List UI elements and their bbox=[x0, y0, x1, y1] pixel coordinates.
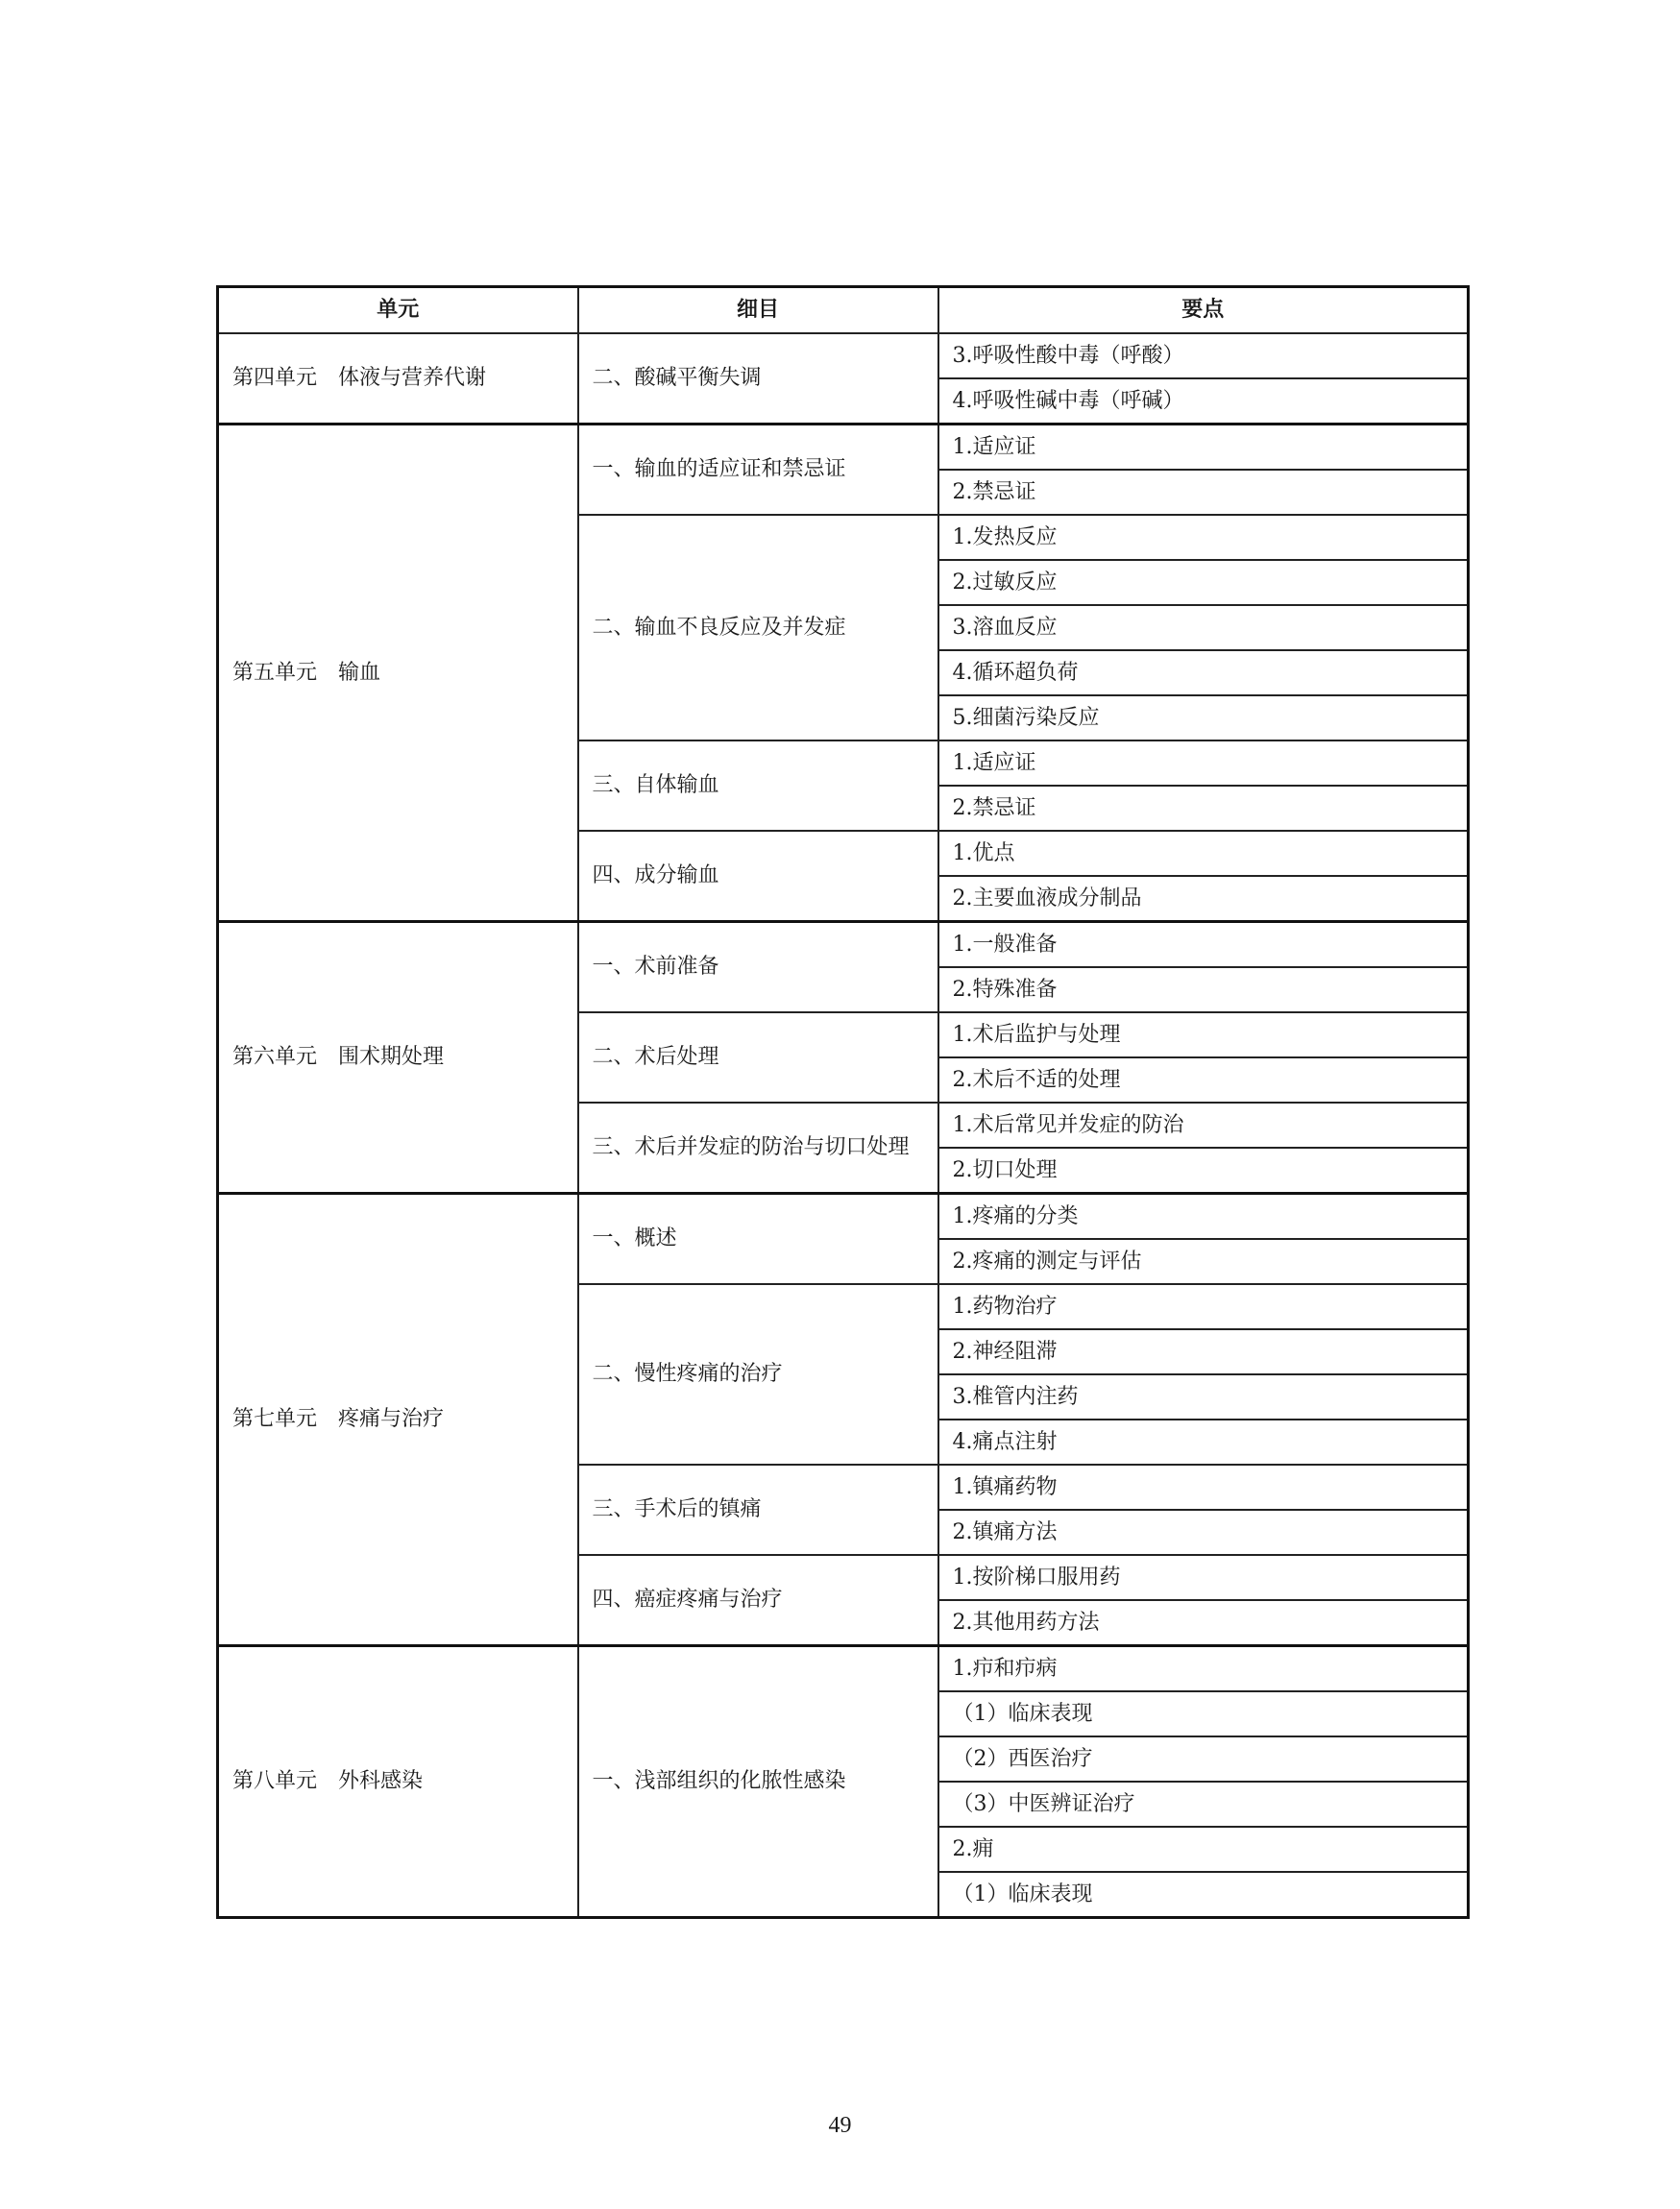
point-cell: 2.疼痛的测定与评估 bbox=[938, 1239, 1469, 1284]
point-cell: 2.特殊准备 bbox=[938, 967, 1469, 1012]
point-cell: 4.痛点注射 bbox=[938, 1420, 1469, 1465]
item-cell: 二、术后处理 bbox=[578, 1012, 938, 1103]
point-cell: 2.过敏反应 bbox=[938, 560, 1469, 605]
point-cell: 1.按阶梯口服用药 bbox=[938, 1555, 1469, 1600]
item-cell: 三、术后并发症的防治与切口处理 bbox=[578, 1103, 938, 1194]
point-cell: 1.适应证 bbox=[938, 425, 1469, 471]
point-cell: 2.其他用药方法 bbox=[938, 1600, 1469, 1646]
point-cell: 2.痈 bbox=[938, 1827, 1469, 1872]
point-cell: 1.药物治疗 bbox=[938, 1284, 1469, 1329]
point-cell: 1.优点 bbox=[938, 831, 1469, 876]
item-cell: 三、手术后的镇痛 bbox=[578, 1465, 938, 1555]
point-cell: 2.术后不适的处理 bbox=[938, 1057, 1469, 1103]
header-unit: 单元 bbox=[218, 287, 578, 334]
point-cell: 5.细菌污染反应 bbox=[938, 695, 1469, 740]
point-cell: 4.循环超负荷 bbox=[938, 650, 1469, 695]
point-cell: （3）中医辨证治疗 bbox=[938, 1782, 1469, 1827]
item-cell: 四、成分输血 bbox=[578, 831, 938, 922]
table-row bbox=[218, 1194, 1469, 1240]
table-row bbox=[218, 333, 1469, 378]
point-cell: 4.呼吸性碱中毒（呼碱） bbox=[938, 378, 1469, 425]
table-row bbox=[218, 1646, 1469, 1692]
point-cell: 2.禁忌证 bbox=[938, 470, 1469, 515]
point-cell: 1.镇痛药物 bbox=[938, 1465, 1469, 1510]
table-row bbox=[218, 922, 1469, 968]
point-cell: 1.疖和疖病 bbox=[938, 1646, 1469, 1692]
item-cell: 一、概述 bbox=[578, 1194, 938, 1285]
unit-cell: 第六单元 围术期处理 bbox=[218, 922, 578, 1194]
point-cell: 3.椎管内注药 bbox=[938, 1374, 1469, 1420]
item-cell: 一、术前准备 bbox=[578, 922, 938, 1013]
point-cell: 1.术后常见并发症的防治 bbox=[938, 1103, 1469, 1148]
table-row bbox=[218, 425, 1469, 471]
point-cell: 2.主要血液成分制品 bbox=[938, 876, 1469, 922]
syllabus-table bbox=[216, 285, 1470, 1919]
item-cell: 一、输血的适应证和禁忌证 bbox=[578, 425, 938, 516]
item-cell: 二、酸碱平衡失调 bbox=[578, 333, 938, 425]
point-cell: 3.呼吸性酸中毒（呼酸） bbox=[938, 333, 1469, 378]
item-cell: 一、浅部组织的化脓性感染 bbox=[578, 1646, 938, 1918]
unit-cell: 第七单元 疼痛与治疗 bbox=[218, 1194, 578, 1646]
point-cell: 1.疼痛的分类 bbox=[938, 1194, 1469, 1240]
point-cell: 3.溶血反应 bbox=[938, 605, 1469, 650]
point-cell: 2.神经阻滞 bbox=[938, 1329, 1469, 1374]
point-cell: 2.切口处理 bbox=[938, 1148, 1469, 1194]
point-cell: 2.禁忌证 bbox=[938, 786, 1469, 831]
unit-cell: 第八单元 外科感染 bbox=[218, 1646, 578, 1918]
header-points: 要点 bbox=[938, 287, 1469, 334]
point-cell: 2.镇痛方法 bbox=[938, 1510, 1469, 1555]
point-cell: 1.术后监护与处理 bbox=[938, 1012, 1469, 1057]
item-cell: 三、自体输血 bbox=[578, 740, 938, 831]
point-cell: （2）西医治疗 bbox=[938, 1736, 1469, 1782]
item-cell: 二、输血不良反应及并发症 bbox=[578, 515, 938, 740]
point-cell: 1.适应证 bbox=[938, 740, 1469, 786]
point-cell: 1.一般准备 bbox=[938, 922, 1469, 968]
point-cell: 1.发热反应 bbox=[938, 515, 1469, 560]
header-item: 细目 bbox=[578, 287, 938, 334]
point-cell: （1）临床表现 bbox=[938, 1691, 1469, 1736]
table-header-row bbox=[218, 287, 1469, 334]
point-cell: （1）临床表现 bbox=[938, 1872, 1469, 1918]
item-cell: 四、癌症疼痛与治疗 bbox=[578, 1555, 938, 1646]
table-body bbox=[218, 333, 1469, 1918]
page-number: 49 bbox=[828, 2113, 852, 2138]
item-cell: 二、慢性疼痛的治疗 bbox=[578, 1284, 938, 1465]
unit-cell: 第四单元 体液与营养代谢 bbox=[218, 333, 578, 425]
unit-cell: 第五单元 输血 bbox=[218, 425, 578, 922]
